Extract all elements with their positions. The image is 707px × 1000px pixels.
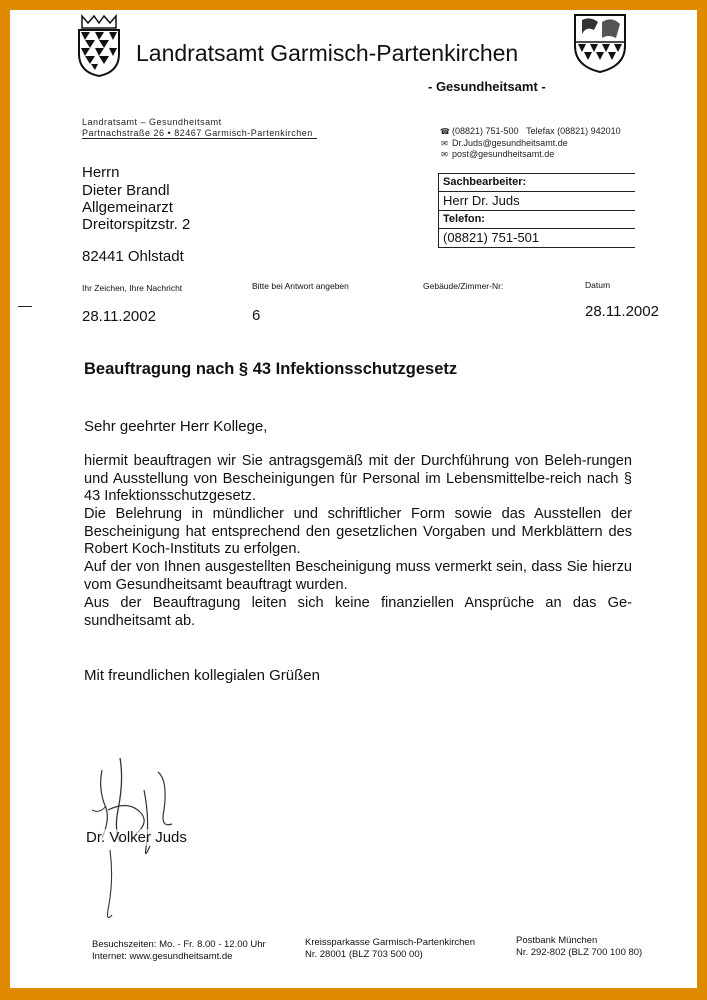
letter-subject: Beauftragung nach § 43 Infektionsschutzgesetz bbox=[84, 360, 458, 378]
footer-bank2-account: Nr. 292-802 (BLZ 700 100 80) bbox=[516, 947, 643, 958]
clerk-phone-label: Telefon: bbox=[439, 211, 635, 229]
contact-phone: (08821) 751-500 bbox=[452, 126, 519, 136]
recipient-name: Dieter Brandl bbox=[82, 182, 170, 199]
department-name: - Gesundheitsamt - bbox=[428, 79, 546, 94]
letter-page bbox=[10, 10, 697, 988]
recipient-salutation: Herrn bbox=[82, 164, 120, 181]
contact-email-line-1 bbox=[440, 138, 568, 148]
fold-mark bbox=[18, 306, 32, 307]
envelope-icon: ✉ bbox=[441, 139, 448, 148]
date-label: Datum bbox=[585, 280, 611, 290]
bavaria-coat-of-arms-icon bbox=[76, 14, 122, 78]
your-ref-label: Ihr Zeichen, Ihre Nachricht bbox=[82, 283, 183, 293]
body-paragraph-3: Auf der von Ihnen ausgestellten Bescheinigung muss vermerkt sein, dass Sie hierzu vom Gesundheitsamt beauftragt wurden. bbox=[84, 559, 632, 593]
sender-line-2: Partnachstraße 26 • 82467 Garmisch-Partenkirchen bbox=[82, 128, 317, 139]
body-paragraph-4: Aus der Beauftragung leiten sich keine finanziellen Ansprüche an das Ge-sundheitsamt ab. bbox=[84, 595, 632, 629]
room-label: Gebäude/Zimmer-Nr: bbox=[423, 281, 504, 291]
contact-email-line-2 bbox=[440, 149, 554, 159]
envelope-icon: ✉ bbox=[441, 150, 448, 159]
reply-ref-value: 6 bbox=[252, 307, 261, 324]
contact-fax: Telefax (08821) 942010 bbox=[526, 126, 621, 136]
recipient-city: 82441 Ohlstadt bbox=[82, 248, 184, 265]
district-coat-of-arms-icon bbox=[572, 12, 628, 74]
footer-hours: Besuchszeiten: Mo. - Fr. 8.00 - 12.00 Uhr bbox=[92, 939, 266, 950]
reply-ref-label: Bitte bei Antwort angeben bbox=[252, 281, 349, 291]
your-ref-value: 28.11.2002 bbox=[82, 308, 156, 325]
letter-closing: Mit freundlichen kollegialen Grüßen bbox=[84, 667, 320, 684]
footer-bank1-name: Kreissparkasse Garmisch-Partenkirchen bbox=[305, 937, 476, 948]
contact-phone-line bbox=[440, 126, 621, 136]
clerk-label: Sachbearbeiter: bbox=[439, 174, 635, 192]
clerk-phone: (08821) 751-501 bbox=[443, 230, 540, 245]
footer-bank2-name: Postbank München bbox=[516, 935, 598, 946]
footer-internet: Internet: www.gesundheitsamt.de bbox=[92, 951, 233, 962]
signatory-name: Dr. Volker Juds bbox=[86, 829, 187, 846]
recipient-street: Dreitorspitzstr. 2 bbox=[82, 216, 191, 233]
sender-line-1: Landratsamt – Gesundheitsamt bbox=[82, 117, 222, 127]
body-paragraph-2: Die Belehrung in mündlicher und schriftlicher Form sowie das Ausstellen der Bescheinigung hat entsprechend den gesetzlichen Vorgaben und Merkblättern des Robert Koch-Instituts zu erfolgen. bbox=[84, 506, 632, 558]
letter-greeting: Sehr geehrter Herr Kollege, bbox=[84, 418, 268, 435]
date-value: 28.11.2002 bbox=[585, 303, 659, 320]
caseworker-box bbox=[438, 173, 635, 248]
contact-email-1: Dr.Juds@gesundheitsamt.de bbox=[452, 138, 568, 148]
body-paragraph-1: hiermit beauftragen wir Sie antragsgemäß mit der Durchführung von Beleh-rungen und Ausstellung von Bescheinigungen für Personal im Lebensmittelbe-reich nach § 43 Infektionsschutzgesetz. bbox=[84, 453, 632, 505]
telephone-icon: ☎ bbox=[440, 127, 450, 136]
clerk-name: Herr Dr. Juds bbox=[439, 192, 635, 211]
contact-email-2: post@gesundheitsamt.de bbox=[452, 149, 555, 159]
authority-name: Landratsamt Garmisch-Partenkirchen bbox=[136, 40, 519, 66]
recipient-title: Allgemeinarzt bbox=[82, 199, 173, 216]
footer-bank1-account: Nr. 28001 (BLZ 703 500 00) bbox=[305, 949, 423, 960]
